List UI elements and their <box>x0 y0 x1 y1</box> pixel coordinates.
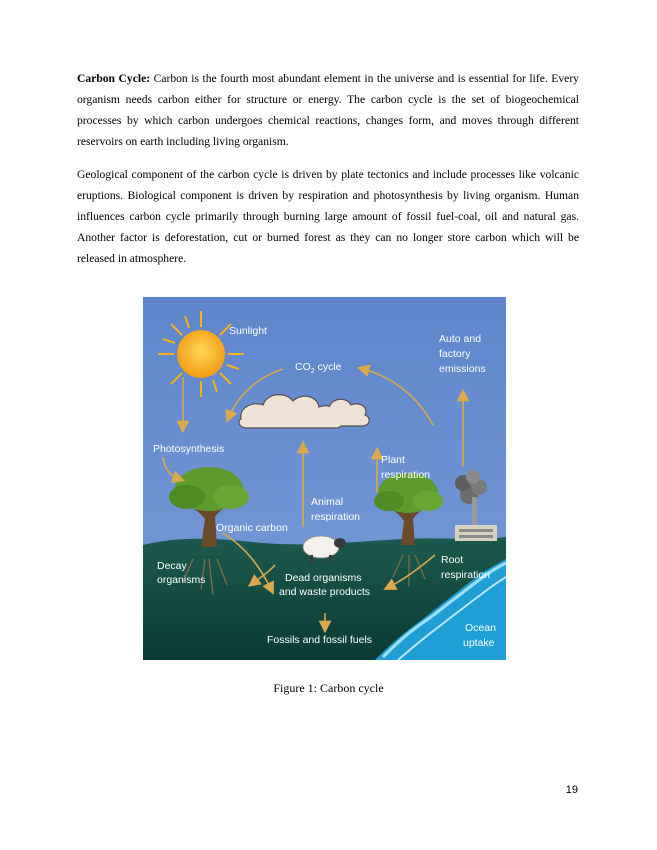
figure-caption: Figure 1: Carbon cycle <box>273 681 384 695</box>
label-sunlight: Sunlight <box>229 325 267 337</box>
label-root-respiration-2: respiration <box>441 569 491 581</box>
page-number: 19 <box>565 784 578 796</box>
label-auto-emissions-2: factory <box>439 348 471 360</box>
paragraph-body: Carbon is the fourth most abundant element in the universe and is essential for life. Every organism needs carbon either for structure or energy. The carbon cycle is the set of biogeochemical processes by which carbon undergoes chemical reactions, changes form, and moves through different reservoirs on earth including living organism. <box>77 72 579 148</box>
paragraph-heading: Carbon Cycle: <box>77 72 151 85</box>
label-co2-cycle: $CO_2$ cycle <box>295 361 342 375</box>
paragraph-components: Geological component of the carbon cycle is driven by plate tectonics and include processes like volcanic eruptions. Biological component is driven by respiration and photosynthesis by living organism. Human influences carbon cycle primarily through burning large amount of fossil fuel-coal, oil and natural gas. Another factor is deforestation, cut or burned forest as they can no longer store carbon which will be released in atmosphere. <box>77 168 579 265</box>
label-decay-1: Decay <box>157 560 187 572</box>
label-ocean-uptake-2: uptake <box>463 637 495 649</box>
label-dead-organisms-2: and waste products <box>279 586 371 598</box>
label-auto-emissions-1: Auto and <box>439 333 482 345</box>
paragraph-carbon-cycle <box>77 68 579 152</box>
label-fossils: Fossils and fossil fuels <box>267 634 373 646</box>
carbon-cycle-figure <box>143 297 506 660</box>
label-plant-respiration-2: respiration <box>381 469 431 481</box>
label-plant-respiration-1: Plant <box>381 454 405 466</box>
label-organic-carbon: Organic carbon <box>216 522 288 534</box>
label-dead-organisms-1: Dead organisms <box>285 572 362 584</box>
label-auto-emissions-3: emissions <box>439 363 486 375</box>
label-animal-respiration-1: Animal <box>311 496 344 508</box>
label-root-respiration-1: Root <box>441 554 464 566</box>
label-photosynthesis: Photosynthesis <box>153 443 225 455</box>
label-animal-respiration-2: respiration <box>311 511 361 523</box>
label-ocean-uptake-1: Ocean <box>465 622 496 634</box>
label-decay-2: organisms <box>157 574 206 586</box>
